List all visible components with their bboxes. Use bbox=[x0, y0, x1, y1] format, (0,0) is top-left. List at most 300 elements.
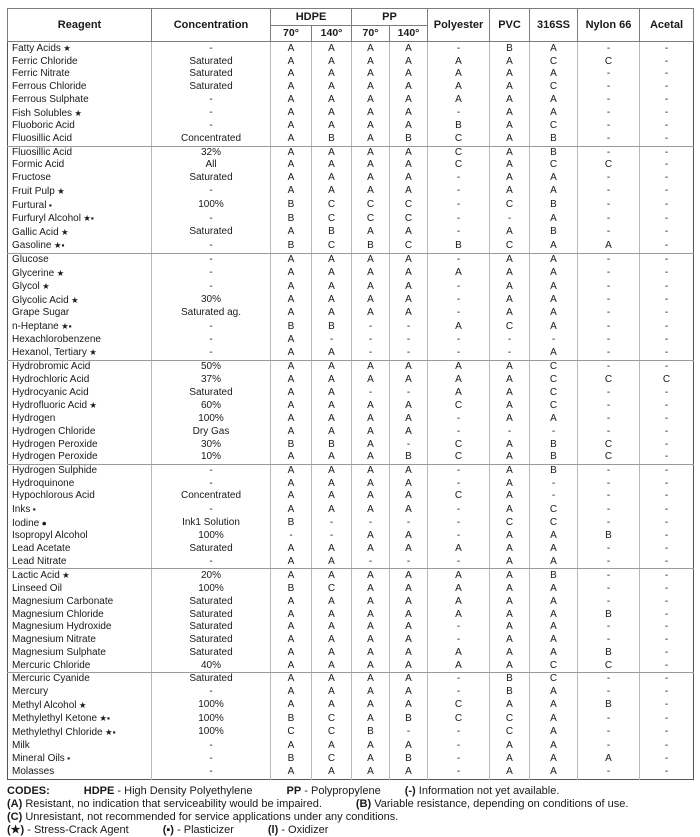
concentration-cell: 32% bbox=[152, 146, 271, 159]
pvc-cell: A bbox=[490, 660, 530, 673]
nylon66-cell: - bbox=[578, 346, 640, 360]
acetal-cell: - bbox=[640, 386, 694, 399]
concentration-cell: 30% bbox=[152, 294, 271, 308]
pp-140-cell: A bbox=[390, 42, 428, 56]
pp-70-cell: - bbox=[352, 556, 390, 569]
legend-symbols-line bbox=[7, 824, 693, 837]
pvc-cell: A bbox=[490, 374, 530, 387]
col-header-hdpe-70: 70° bbox=[271, 26, 312, 42]
polyester-cell: - bbox=[428, 740, 490, 753]
hdpe-70-cell: A bbox=[271, 346, 312, 360]
pvc-cell: B bbox=[490, 686, 530, 699]
concentration-cell: Saturated bbox=[152, 172, 271, 185]
acetal-cell: - bbox=[640, 451, 694, 464]
pvc-cell: C bbox=[490, 199, 530, 213]
reagent-cell: Magnesium Nitrate bbox=[8, 634, 152, 647]
pp-70-cell: A bbox=[352, 609, 390, 622]
316ss-cell: A bbox=[530, 239, 578, 253]
hdpe-70-cell: A bbox=[271, 226, 312, 240]
pp-140-cell: B bbox=[390, 752, 428, 766]
pp-140-cell: A bbox=[390, 530, 428, 543]
polyester-cell: - bbox=[428, 621, 490, 634]
reagent-cell: Hydrochloric Acid bbox=[8, 374, 152, 387]
table-row bbox=[8, 740, 694, 753]
pvc-cell: A bbox=[490, 94, 530, 107]
concentration-cell: Saturated bbox=[152, 596, 271, 609]
acetal-cell: - bbox=[640, 413, 694, 426]
col-header-pp-70: 70° bbox=[352, 26, 390, 42]
pp-140-cell: - bbox=[390, 726, 428, 740]
nylon66-cell: - bbox=[578, 361, 640, 374]
legend-ab-line bbox=[7, 798, 693, 811]
table-row bbox=[8, 146, 694, 159]
acetal-cell: - bbox=[640, 556, 694, 569]
pp-70-cell: A bbox=[352, 464, 390, 477]
legend-c-line bbox=[7, 811, 693, 824]
concentration-cell: 100% bbox=[152, 699, 271, 713]
hdpe-140-cell: C bbox=[312, 583, 352, 596]
acetal-cell: - bbox=[640, 226, 694, 240]
pp-70-cell: A bbox=[352, 596, 390, 609]
hdpe-70-cell: A bbox=[271, 399, 312, 413]
316ss-cell: A bbox=[530, 172, 578, 185]
polyester-cell: C bbox=[428, 146, 490, 159]
code-b-abbr: (B) bbox=[355, 797, 372, 810]
pp-70-cell: A bbox=[352, 634, 390, 647]
pp-70-cell: A bbox=[352, 267, 390, 281]
hdpe-70-cell: A bbox=[271, 81, 312, 94]
316ss-cell: C bbox=[530, 159, 578, 172]
polyester-cell: B bbox=[428, 239, 490, 253]
concentration-cell: - bbox=[152, 120, 271, 133]
316ss-cell: A bbox=[530, 647, 578, 660]
pvc-cell: A bbox=[490, 464, 530, 477]
316ss-cell: A bbox=[530, 320, 578, 334]
concentration-cell: Concentrated bbox=[152, 133, 271, 146]
pp-140-cell: A bbox=[390, 766, 428, 779]
pp-140-cell: A bbox=[390, 68, 428, 81]
table-row bbox=[8, 280, 694, 294]
acetal-cell: - bbox=[640, 239, 694, 253]
nylon66-cell: - bbox=[578, 413, 640, 426]
reagent-cell: Mercuric Cyanide bbox=[8, 673, 152, 686]
pvc-cell: A bbox=[490, 185, 530, 199]
table-row bbox=[8, 726, 694, 740]
pp-70-cell: A bbox=[352, 740, 390, 753]
pp-70-cell: C bbox=[352, 212, 390, 226]
reagent-marker-icon: ★▪ bbox=[97, 713, 111, 724]
hdpe-70-cell: A bbox=[271, 361, 312, 374]
dash-definition: Information not yet available. bbox=[418, 784, 560, 797]
hdpe-140-cell: A bbox=[312, 68, 352, 81]
pp-140-cell: A bbox=[390, 56, 428, 69]
pp-70-cell: A bbox=[352, 81, 390, 94]
table-row bbox=[8, 464, 694, 477]
concentration-cell: Dry Gas bbox=[152, 426, 271, 439]
hdpe-140-cell: A bbox=[312, 740, 352, 753]
hdpe-140-cell: A bbox=[312, 185, 352, 199]
316ss-cell: C bbox=[530, 517, 578, 531]
pp-70-cell: A bbox=[352, 621, 390, 634]
acetal-cell: - bbox=[640, 334, 694, 347]
pp-140-cell: A bbox=[390, 172, 428, 185]
polyester-cell: - bbox=[428, 199, 490, 213]
legend-codes-line bbox=[7, 785, 693, 798]
concentration-cell: 50% bbox=[152, 361, 271, 374]
pp-70-cell: A bbox=[352, 107, 390, 121]
hdpe-70-cell: A bbox=[271, 253, 312, 266]
hdpe-70-cell: A bbox=[271, 413, 312, 426]
polyester-cell: - bbox=[428, 280, 490, 294]
pp-70-cell: A bbox=[352, 543, 390, 556]
polyester-cell: - bbox=[428, 752, 490, 766]
reagent-marker-icon: ★▪ bbox=[58, 321, 72, 332]
hdpe-140-cell: A bbox=[312, 94, 352, 107]
pp-140-cell: - bbox=[390, 556, 428, 569]
table-row bbox=[8, 517, 694, 531]
table-row bbox=[8, 94, 694, 107]
hdpe-140-cell: C bbox=[312, 239, 352, 253]
pp-140-cell: A bbox=[390, 621, 428, 634]
hdpe-140-cell: C bbox=[312, 752, 352, 766]
table-row bbox=[8, 712, 694, 726]
pp-140-cell: A bbox=[390, 464, 428, 477]
pp-70-cell: A bbox=[352, 399, 390, 413]
acetal-cell: C bbox=[640, 374, 694, 387]
reagent-cell: Fluosillic Acid bbox=[8, 133, 152, 146]
polyester-cell: C bbox=[428, 451, 490, 464]
pp-70-cell: A bbox=[352, 569, 390, 583]
nylon66-cell: C bbox=[578, 159, 640, 172]
col-header-hdpe: HDPE bbox=[271, 9, 352, 26]
code-c-abbr: (C) bbox=[7, 810, 23, 823]
polyester-cell: - bbox=[428, 307, 490, 320]
reagent-cell: Glycolic Acid ★ bbox=[8, 294, 152, 308]
316ss-cell: A bbox=[530, 621, 578, 634]
hdpe-140-cell: C bbox=[312, 212, 352, 226]
polyester-cell: A bbox=[428, 596, 490, 609]
hdpe-140-cell: A bbox=[312, 386, 352, 399]
nylon66-cell: - bbox=[578, 726, 640, 740]
nylon66-cell: - bbox=[578, 226, 640, 240]
pp-140-cell: A bbox=[390, 569, 428, 583]
reagent-cell: Linseed Oil bbox=[8, 583, 152, 596]
pp-70-cell: A bbox=[352, 133, 390, 146]
polyester-cell: A bbox=[428, 267, 490, 281]
pp-70-cell: A bbox=[352, 503, 390, 517]
nylon66-cell: C bbox=[578, 451, 640, 464]
acetal-cell: - bbox=[640, 647, 694, 660]
316ss-cell: C bbox=[530, 374, 578, 387]
reagent-marker-icon: ★ bbox=[60, 43, 71, 53]
pvc-cell: B bbox=[490, 42, 530, 56]
hdpe-140-cell: A bbox=[312, 426, 352, 439]
hdpe-70-cell: B bbox=[271, 199, 312, 213]
316ss-cell: A bbox=[530, 253, 578, 266]
pp-70-cell: A bbox=[352, 686, 390, 699]
table-row bbox=[8, 673, 694, 686]
acetal-cell: - bbox=[640, 726, 694, 740]
hdpe-70-cell: B bbox=[271, 583, 312, 596]
polyester-cell: - bbox=[428, 503, 490, 517]
polyester-cell: A bbox=[428, 374, 490, 387]
316ss-cell: C bbox=[530, 503, 578, 517]
nylon66-cell: - bbox=[578, 81, 640, 94]
pp-70-cell: A bbox=[352, 712, 390, 726]
pp-70-cell: A bbox=[352, 583, 390, 596]
pvc-cell: A bbox=[490, 68, 530, 81]
hdpe-70-cell: A bbox=[271, 185, 312, 199]
dash-abbr: (-) bbox=[404, 784, 416, 797]
acetal-cell: - bbox=[640, 280, 694, 294]
polyester-cell: - bbox=[428, 517, 490, 531]
table-row bbox=[8, 172, 694, 185]
hdpe-140-cell: A bbox=[312, 413, 352, 426]
concentration-cell: - bbox=[152, 477, 271, 490]
reagent-cell: Fatty Acids ★ bbox=[8, 42, 152, 56]
acetal-cell: - bbox=[640, 686, 694, 699]
code-a-abbr: (A) bbox=[7, 797, 23, 810]
reagent-cell: Magnesium Chloride bbox=[8, 609, 152, 622]
reagent-marker-icon: ★ bbox=[86, 347, 97, 358]
pvc-cell: A bbox=[490, 386, 530, 399]
table-header bbox=[8, 9, 694, 42]
nylon66-cell: B bbox=[578, 609, 640, 622]
nylon66-cell: - bbox=[578, 686, 640, 699]
table-row bbox=[8, 543, 694, 556]
pvc-cell: - bbox=[490, 334, 530, 347]
nylon66-cell: - bbox=[578, 146, 640, 159]
pp-70-cell: - bbox=[352, 320, 390, 334]
col-header-pp: PP bbox=[352, 9, 428, 26]
table-row bbox=[8, 239, 694, 253]
pp-140-cell: A bbox=[390, 477, 428, 490]
acetal-cell: - bbox=[640, 361, 694, 374]
hdpe-70-cell: A bbox=[271, 699, 312, 713]
hdpe-70-cell: B bbox=[271, 517, 312, 531]
nylon66-cell: - bbox=[578, 583, 640, 596]
316ss-cell: A bbox=[530, 530, 578, 543]
concentration-cell: 100% bbox=[152, 583, 271, 596]
table-row bbox=[8, 159, 694, 172]
hdpe-70-cell: A bbox=[271, 673, 312, 686]
hdpe-140-cell: B bbox=[312, 226, 352, 240]
acetal-cell: - bbox=[640, 267, 694, 281]
pvc-cell: A bbox=[490, 699, 530, 713]
concentration-cell: - bbox=[152, 766, 271, 779]
reagent-cell: Fluosillic Acid bbox=[8, 146, 152, 159]
table-row bbox=[8, 56, 694, 69]
hdpe-140-cell: A bbox=[312, 451, 352, 464]
pp-140-cell: A bbox=[390, 660, 428, 673]
hdpe-70-cell: A bbox=[271, 294, 312, 308]
reagent-marker-icon: ● bbox=[39, 517, 47, 528]
316ss-cell: B bbox=[530, 226, 578, 240]
reagent-cell: Iodine ● bbox=[8, 517, 152, 531]
316ss-cell: - bbox=[530, 334, 578, 347]
316ss-cell: A bbox=[530, 280, 578, 294]
reagent-cell: Furtural ▪ bbox=[8, 199, 152, 213]
hdpe-140-cell: A bbox=[312, 464, 352, 477]
pp-140-cell: - bbox=[390, 334, 428, 347]
reagent-cell: Ferric Nitrate bbox=[8, 68, 152, 81]
pvc-cell: A bbox=[490, 503, 530, 517]
pp-140-cell: A bbox=[390, 361, 428, 374]
pvc-cell: A bbox=[490, 556, 530, 569]
polyester-cell: - bbox=[428, 212, 490, 226]
nylon66-cell: - bbox=[578, 42, 640, 56]
reagent-marker-icon: ★ bbox=[59, 570, 70, 581]
code-b-definition: Variable resistance, depending on conditions of use. bbox=[374, 797, 629, 810]
concentration-cell: Saturated bbox=[152, 81, 271, 94]
hdpe-70-cell: A bbox=[271, 609, 312, 622]
hdpe-70-cell: A bbox=[271, 120, 312, 133]
pp-70-cell: A bbox=[352, 185, 390, 199]
reagent-cell: n-Heptane ★▪ bbox=[8, 320, 152, 334]
concentration-cell: Saturated bbox=[152, 673, 271, 686]
table-row bbox=[8, 621, 694, 634]
table-row bbox=[8, 399, 694, 413]
316ss-cell: B bbox=[530, 146, 578, 159]
pvc-cell: A bbox=[490, 267, 530, 281]
hdpe-70-cell: A bbox=[271, 172, 312, 185]
concentration-cell: Saturated bbox=[152, 634, 271, 647]
pvc-cell: A bbox=[490, 133, 530, 146]
table-row bbox=[8, 426, 694, 439]
hdpe-140-cell: A bbox=[312, 399, 352, 413]
hdpe-definition: - High Density Polyethylene bbox=[117, 784, 253, 797]
table-row bbox=[8, 212, 694, 226]
table-row bbox=[8, 503, 694, 517]
pvc-cell: A bbox=[490, 172, 530, 185]
reagent-marker-icon: ▪ bbox=[64, 753, 71, 764]
316ss-cell: A bbox=[530, 543, 578, 556]
316ss-cell: - bbox=[530, 490, 578, 503]
hdpe-70-cell: A bbox=[271, 42, 312, 56]
hdpe-140-cell: A bbox=[312, 634, 352, 647]
pvc-cell: C bbox=[490, 239, 530, 253]
nylon66-cell: - bbox=[578, 621, 640, 634]
acetal-cell: - bbox=[640, 294, 694, 308]
concentration-cell: - bbox=[152, 42, 271, 56]
polyester-cell: C bbox=[428, 438, 490, 451]
reagent-cell: Grape Sugar bbox=[8, 307, 152, 320]
reagent-cell: Molasses bbox=[8, 766, 152, 779]
pvc-cell: A bbox=[490, 253, 530, 266]
reagent-cell: Hydrobromic Acid bbox=[8, 361, 152, 374]
316ss-cell: B bbox=[530, 438, 578, 451]
pp-140-cell: A bbox=[390, 307, 428, 320]
pvc-cell: - bbox=[490, 426, 530, 439]
code-a-definition: Resistant, no indication that serviceability would be impaired. bbox=[25, 797, 322, 810]
316ss-cell: A bbox=[530, 752, 578, 766]
316ss-cell: A bbox=[530, 413, 578, 426]
pp-70-cell: B bbox=[352, 726, 390, 740]
pp-70-cell: A bbox=[352, 253, 390, 266]
polyester-cell: A bbox=[428, 94, 490, 107]
table-row bbox=[8, 490, 694, 503]
hdpe-140-cell: A bbox=[312, 569, 352, 583]
concentration-cell: - bbox=[152, 107, 271, 121]
table-row bbox=[8, 42, 694, 56]
table-row bbox=[8, 346, 694, 360]
polyester-cell: A bbox=[428, 386, 490, 399]
pp-70-cell: A bbox=[352, 490, 390, 503]
pvc-cell: A bbox=[490, 752, 530, 766]
nylon66-cell: A bbox=[578, 752, 640, 766]
pp-70-cell: A bbox=[352, 307, 390, 320]
hdpe-140-cell: A bbox=[312, 503, 352, 517]
acetal-cell: - bbox=[640, 107, 694, 121]
reagent-cell: Ferric Chloride bbox=[8, 56, 152, 69]
reagent-cell: Formic Acid bbox=[8, 159, 152, 172]
pp-140-cell: A bbox=[390, 374, 428, 387]
concentration-cell: 10% bbox=[152, 451, 271, 464]
reagent-marker-icon: ▪ bbox=[46, 199, 52, 210]
pp-140-cell: B bbox=[390, 133, 428, 146]
pvc-cell: C bbox=[490, 320, 530, 334]
316ss-cell: B bbox=[530, 569, 578, 583]
table-row bbox=[8, 226, 694, 240]
acetal-cell: - bbox=[640, 307, 694, 320]
acetal-cell: - bbox=[640, 477, 694, 490]
hdpe-140-cell: A bbox=[312, 673, 352, 686]
concentration-cell: - bbox=[152, 320, 271, 334]
pp-70-cell: A bbox=[352, 280, 390, 294]
pp-140-cell: A bbox=[390, 543, 428, 556]
concentration-cell: 100% bbox=[152, 726, 271, 740]
pp-140-cell: A bbox=[390, 294, 428, 308]
316ss-cell: B bbox=[530, 451, 578, 464]
hdpe-140-cell: A bbox=[312, 172, 352, 185]
polyester-cell: C bbox=[428, 490, 490, 503]
316ss-cell: - bbox=[530, 477, 578, 490]
hdpe-140-cell: C bbox=[312, 712, 352, 726]
reagent-cell: Fructose bbox=[8, 172, 152, 185]
hdpe-70-cell: A bbox=[271, 94, 312, 107]
table-row bbox=[8, 120, 694, 133]
316ss-cell: A bbox=[530, 94, 578, 107]
pvc-cell: A bbox=[490, 107, 530, 121]
hdpe-140-cell: A bbox=[312, 490, 352, 503]
concentration-cell: 100% bbox=[152, 413, 271, 426]
polyester-cell: - bbox=[428, 172, 490, 185]
pp-70-cell: A bbox=[352, 766, 390, 779]
316ss-cell: A bbox=[530, 712, 578, 726]
316ss-cell: A bbox=[530, 212, 578, 226]
hdpe-70-cell: A bbox=[271, 766, 312, 779]
acetal-cell: - bbox=[640, 740, 694, 753]
hdpe-140-cell: A bbox=[312, 477, 352, 490]
concentration-cell: Saturated bbox=[152, 647, 271, 660]
pp-140-cell: A bbox=[390, 609, 428, 622]
316ss-cell: A bbox=[530, 294, 578, 308]
hdpe-70-cell: A bbox=[271, 133, 312, 146]
polyester-cell: - bbox=[428, 673, 490, 686]
pvc-cell: A bbox=[490, 647, 530, 660]
concentration-cell: Saturated ag. bbox=[152, 307, 271, 320]
hdpe-70-cell: A bbox=[271, 146, 312, 159]
table-row bbox=[8, 81, 694, 94]
pp-70-cell: A bbox=[352, 42, 390, 56]
hdpe-70-cell: A bbox=[271, 556, 312, 569]
pp-70-cell: A bbox=[352, 413, 390, 426]
table-row bbox=[8, 451, 694, 464]
acetal-cell: - bbox=[640, 185, 694, 199]
table-row bbox=[8, 660, 694, 673]
nylon66-cell: - bbox=[578, 334, 640, 347]
pp-140-cell: A bbox=[390, 226, 428, 240]
